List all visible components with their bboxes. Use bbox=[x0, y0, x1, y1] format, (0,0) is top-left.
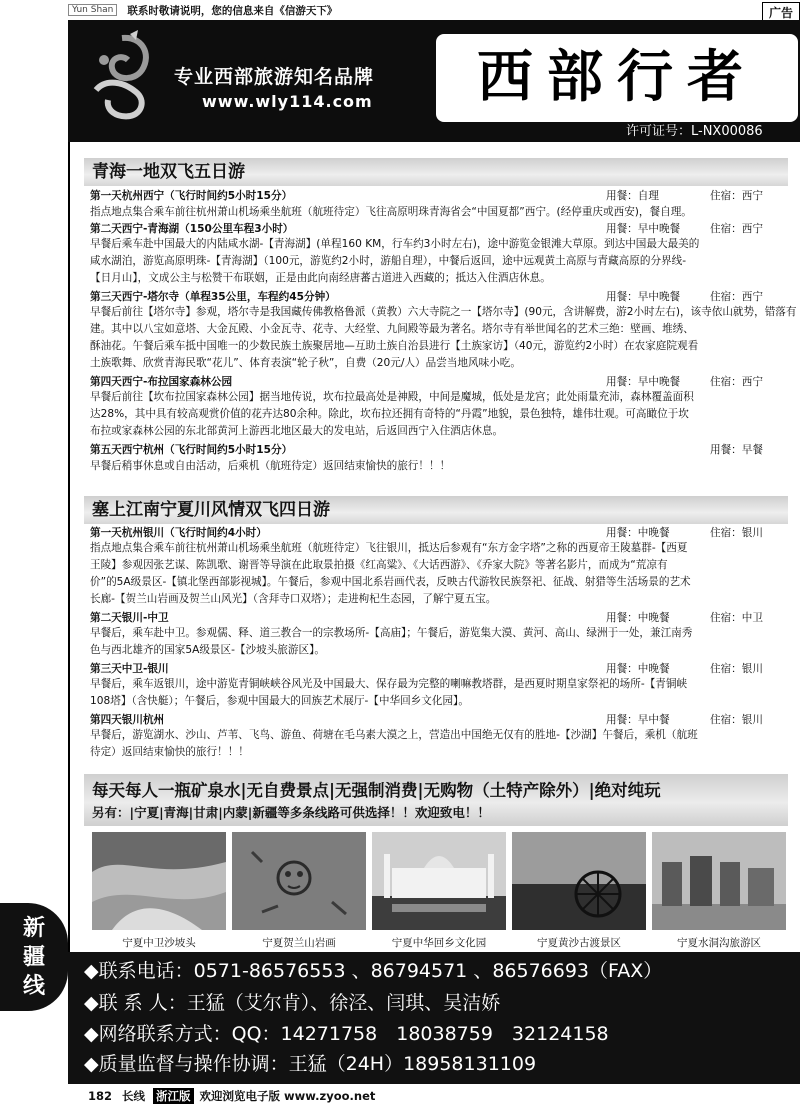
day-title: 第一天杭州银川（飞行时间约4小时） bbox=[90, 527, 267, 539]
contact-panel bbox=[68, 952, 800, 1084]
day-description: 早餐后前往【塔尔寺】参观，塔尔寺是我国藏传佛教格鲁派（黄教）六大寺院之一【塔尔寺】(90元，含讲解费，游2小时左右)，该寺依山就势，错落有 bbox=[90, 306, 797, 318]
day-description: 早餐后，乘车返银川，途中游览青铜峡峡谷风光及中国最大、保存最为完整的喇嘛教塔群，是西夏时期皇家祭祀的场所-【青铜峡 bbox=[90, 678, 688, 690]
route-title: 塞上江南宁夏川风情双飞四日游 bbox=[84, 496, 788, 524]
brand-slogan: 专业西部旅游知名品牌 bbox=[174, 66, 375, 88]
day-title: 第四天银川杭州 bbox=[90, 714, 165, 726]
day-title: 第三天西宁-塔尔寺（单程35公里，车程约45分钟） bbox=[90, 291, 336, 303]
meal-info: 用餐：早中晚餐 bbox=[606, 223, 681, 235]
day-description: 指点地点集合乘车前往杭州萧山机场乘坐航班（航班待定）飞往高原明珠青海省会“中国夏都”西宁。(经停重庆或西安)，餐自理。 bbox=[90, 206, 692, 218]
photo-stone-gates bbox=[652, 832, 786, 930]
day-description: 108塔】（含快艇）；午餐后，参观中国最大的回族艺术展厅-【中华回乡文化园】。 bbox=[90, 695, 469, 707]
day-description: 达28%，其中具有较高观赏价值的花卉达80余种。除此，坎布拉还拥有奇特的“丹霞”地貌，景色独特，雄伟壮观。可高瞰位于坎 bbox=[90, 408, 689, 420]
section-name: 长线 bbox=[122, 1088, 146, 1103]
company-banner bbox=[68, 20, 800, 142]
contact-quality: ◆质量监督与操作协调：王猛（24H）18958131109 bbox=[84, 1053, 537, 1075]
day-title: 第四天西宁-布拉国家森林公园 bbox=[90, 376, 233, 388]
meal-info: 用餐：早中晚餐 bbox=[606, 291, 681, 303]
stay-info: 住宿：中卫 bbox=[710, 612, 763, 624]
meal-info: 用餐：早中晚餐 bbox=[606, 376, 681, 388]
contact-phone: ◆联系电话：0571-86576553 、86794571 、86576693（FAX） bbox=[84, 960, 663, 982]
publisher-logo: Yun Shan bbox=[68, 4, 117, 16]
edition-badge: 浙江版 bbox=[153, 1088, 194, 1104]
contact-online: ◆网络联系方式：QQ：14271758 18038759 32124158 bbox=[84, 1023, 609, 1045]
day-description: 早餐后前往【坎布拉国家森林公园】据当地传说，坎布拉最高处是神殿，中间是魔城，低处是龙宫；此处雨量充沛，森林覆盖面积 bbox=[90, 391, 694, 403]
day-heading bbox=[90, 375, 790, 389]
day-title: 第二天银川-中卫 bbox=[90, 612, 169, 624]
section-tab-char: 新 bbox=[22, 916, 45, 941]
website-url[interactable]: www.wly114.com bbox=[202, 92, 373, 111]
desert-dunes-icon bbox=[92, 832, 226, 930]
section-tab-char: 线 bbox=[22, 974, 45, 999]
stone-gates-icon bbox=[652, 832, 786, 930]
meal-info: 用餐：自理 bbox=[606, 190, 659, 202]
day-description: 早餐后稍事休息或自由活动，后乘机（航班待定）返回结束愉快的旅行！！！ bbox=[90, 460, 451, 472]
stay-info: 住宿：西宁 bbox=[710, 190, 763, 202]
photo-caption: 宁夏中卫沙坡头 bbox=[122, 937, 196, 949]
route-title: 青海一地双飞五日游 bbox=[84, 158, 788, 186]
day-description: 色与西北雄齐的国家5A级景区-【沙坡头旅游区】。 bbox=[90, 644, 325, 656]
day-description: 咸水湖泊，游览高原明珠-【青海湖】（100元，游览约2小时，游船自理），中餐后返回，途中远观黄土高原与青藏高原的分界线- bbox=[90, 255, 687, 267]
meal-info: 用餐：早餐 bbox=[710, 444, 763, 456]
day-description: 建。其中以八宝如意塔、大金瓦殿、小金瓦寺、花寺、大经堂、九间殿等最为著名。塔尔寺有举世闻名的艺术三绝：壁画、堆绣、 bbox=[90, 323, 694, 335]
page-number: 182 bbox=[88, 1088, 113, 1103]
day-heading bbox=[90, 662, 790, 676]
day-description: 早餐后乘车赴中国最大的内陆咸水湖-【青海湖】(单程160 KM，行车约3小时左右)，途中游览金银滩大草原。到达中国最大最美的 bbox=[90, 238, 700, 250]
day-heading bbox=[90, 189, 790, 203]
day-heading bbox=[90, 222, 790, 236]
day-description: 土族歌舞、欣赏青海民歌“花儿”、体育表演“轮子秋”，自费（20元/人）品尝当地风味小吃。 bbox=[90, 357, 521, 369]
photo-desert-dunes bbox=[92, 832, 226, 930]
promo-subline: 另有：|宁夏|青海|甘肃|内蒙|新疆等多条线路可供选择！！欢迎致电！！ bbox=[92, 805, 490, 820]
day-description: 价”的5A级景区-【镇北堡西部影视城】。午餐后，参观中国北系岩画代表，反映古代游牧民族祭祀、征战、射猎等生活场景的艺术 bbox=[90, 576, 691, 588]
photo-caption: 宁夏中华回乡文化园 bbox=[391, 937, 487, 949]
day-heading bbox=[90, 611, 790, 625]
photo-caption: 宁夏黄沙古渡景区 bbox=[537, 937, 621, 949]
day-description: 酥油花。午餐后乘车抵中国唯一的少数民族土族聚居地—互助土族自治县进行【土族家访】（40元，游览约2小时）在农家庭院观看 bbox=[90, 340, 699, 352]
brand-name: 西部行者 bbox=[436, 34, 798, 122]
day-title: 第二天西宁-青海湖（150公里车程3小时） bbox=[90, 223, 294, 235]
stay-info: 住宿：西宁 bbox=[710, 376, 763, 388]
contact-person: ◆联 系 人：王猛（艾尔肯）、徐泾、闫琪、吴洁娇 bbox=[84, 992, 501, 1014]
day-description: 【日月山】，文成公主与松赞干布联姻，正是由此向南经唐蕃古道进入西藏的；抵达入住酒店休息。 bbox=[90, 272, 551, 284]
photo-rock-carving bbox=[232, 832, 366, 930]
day-description: 王陵】参观因张艺谋、陈凯歌、谢晋等导演在此取景拍摄《红高粱》、《大话西游》、《乔家大院》等著名影片，而成为“荒凉有 bbox=[90, 559, 668, 571]
day-heading bbox=[90, 443, 790, 457]
company-logo-icon bbox=[86, 30, 158, 122]
day-description: 布拉或家森林公园的东北部黄河上游西北地区最大的发电站，后返回西宁入住酒店休息。 bbox=[90, 425, 504, 437]
day-heading bbox=[90, 290, 790, 304]
meal-info: 用餐：早中餐 bbox=[606, 714, 670, 726]
photo-caption: 宁夏贺兰山岩画 bbox=[262, 937, 336, 949]
day-title: 第三天中卫-银川 bbox=[90, 663, 169, 675]
waterwheel-sunset-icon bbox=[512, 832, 646, 930]
section-tab-char: 疆 bbox=[22, 945, 45, 970]
photo-waterwheel bbox=[512, 832, 646, 930]
welcome-text[interactable]: 欢迎浏览电子版 www.zyoo.net bbox=[199, 1088, 376, 1103]
day-title: 第一天杭州西宁（飞行时间约5小时15分） bbox=[90, 190, 293, 202]
stay-info: 住宿：西宁 bbox=[710, 223, 763, 235]
meal-info: 用餐：中晚餐 bbox=[606, 527, 670, 539]
meal-info: 用餐：中晚餐 bbox=[606, 612, 670, 624]
itinerary-content bbox=[68, 142, 800, 980]
stay-info: 住宿：西宁 bbox=[710, 291, 763, 303]
photo-mosque-building bbox=[372, 832, 506, 930]
reader-notice: 联系时敬请说明，您的信息来自《信游天下》 bbox=[127, 4, 338, 17]
mosque-building-icon bbox=[372, 832, 506, 930]
day-title: 第五天西宁杭州（飞行时间约5小时15分） bbox=[90, 444, 293, 456]
stay-info: 住宿：银川 bbox=[710, 714, 763, 726]
stay-info: 住宿：银川 bbox=[710, 663, 763, 675]
day-description: 待定）返回结束愉快的旅行！！！ bbox=[90, 746, 249, 758]
rock-carving-icon bbox=[232, 832, 366, 930]
section-tab bbox=[0, 903, 68, 1011]
day-description: 指点地点集合乘车前往杭州萧山机场乘坐航班（航班待定）飞往银川，抵达后参观有“东方金字塔”之称的西夏帝王陵墓群-【西夏 bbox=[90, 542, 688, 554]
day-description: 早餐后，乘车赴中卫。参观儒、释、道三教合一的宗教场所-【高庙】；午餐后，游览集大漠、黄河、高山、绿洲于一处，兼江南秀 bbox=[90, 627, 693, 639]
day-description: 长廊-【贺兰山岩画及贺兰山风光】（含拜寺口双塔）；走进枸杞生态园，了解宁夏五宝。 bbox=[90, 593, 497, 605]
photo-caption: 宁夏水洞沟旅游区 bbox=[677, 937, 761, 949]
stay-info: 住宿：银川 bbox=[710, 527, 763, 539]
license-number: 许可证号：L-NX00086 bbox=[626, 124, 763, 139]
meal-info: 用餐：中晚餐 bbox=[606, 663, 670, 675]
day-heading bbox=[90, 526, 790, 540]
promo-bar bbox=[84, 774, 788, 826]
day-heading bbox=[90, 713, 790, 727]
page-footer bbox=[68, 1086, 800, 1105]
day-description: 早餐后，游览湖水、沙山、芦苇、飞鸟、游鱼、荷塘在毛乌素大漠之上，营造出中国绝无仅有的胜地-【沙湖】午餐后，乘机（航班 bbox=[90, 729, 698, 741]
top-strip bbox=[68, 0, 800, 20]
ad-badge: 广告 bbox=[762, 2, 800, 23]
promo-headline: 每天每人一瓶矿泉水|无自费景点|无强制消费|无购物（土特产除外）|绝对纯玩 bbox=[92, 781, 661, 800]
